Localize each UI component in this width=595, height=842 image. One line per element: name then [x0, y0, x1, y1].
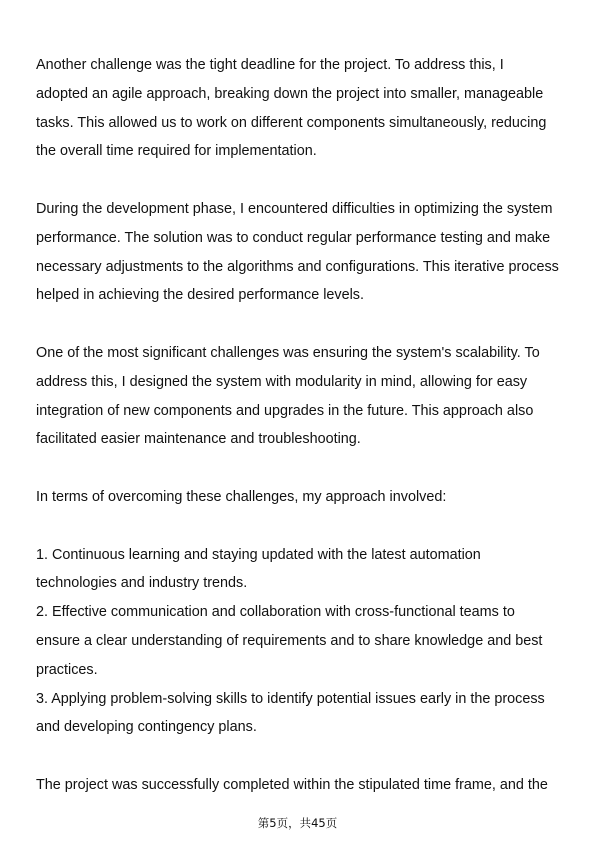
paragraph-performance: [36, 195, 566, 310]
text-line: facilitated easier maintenance and troubleshooting.: [36, 431, 361, 448]
approach-list: [36, 541, 566, 743]
text-line: the overall time required for implementation.: [36, 143, 317, 160]
list-item-line: 2. Effective communication and collaboration with cross-functional teams to: [36, 604, 515, 621]
page-number-footer: 第5页，共45页: [257, 816, 338, 830]
list-item-line: ensure a clear understanding of requirements and to share knowledge and best: [36, 632, 543, 649]
list-item-line: 3. Applying problem-solving skills to identify potential issues early in the process: [36, 690, 545, 707]
paragraph-deadline: [36, 51, 566, 166]
text-line: During the development phase, I encountered difficulties in optimizing the system: [36, 200, 553, 217]
text-line: The project was successfully completed within the stipulated time frame, and the: [36, 776, 548, 793]
list-item-line: and developing contingency plans.: [36, 719, 257, 736]
text-line: Another challenge was the tight deadline for the project. To address this, I: [36, 57, 504, 73]
paragraph-approach-intro: [36, 483, 566, 512]
text-line: helped in achieving the desired performance levels.: [36, 287, 364, 304]
list-item-line: technologies and industry trends.: [36, 575, 248, 592]
document-body: [36, 51, 566, 829]
text-line: integration of new components and upgrades in the future. This approach also: [36, 402, 534, 419]
text-line: adopted an agile approach, breaking down the project into smaller, manageable: [36, 85, 544, 102]
text-line: performance. The solution was to conduct regular performance testing and make: [36, 229, 551, 246]
text-line: One of the most significant challenges was ensuring the system's scalability. To: [36, 344, 540, 361]
paragraph-scalability: [36, 339, 566, 454]
list-item-line: 1. Continuous learning and staying updated with the latest automation: [36, 546, 481, 563]
list-item-line: practices.: [36, 661, 98, 678]
text-line: address this, I designed the system with modularity in mind, allowing for easy: [36, 373, 528, 390]
text-line: necessary adjustments to the algorithms and configurations. This iterative process: [36, 258, 559, 275]
paragraph-conclusion: [36, 771, 566, 800]
text-line: In terms of overcoming these challenges, my approach involved:: [36, 488, 447, 505]
text-line: tasks. This allowed us to work on different components simultaneously, reducing: [36, 114, 547, 131]
